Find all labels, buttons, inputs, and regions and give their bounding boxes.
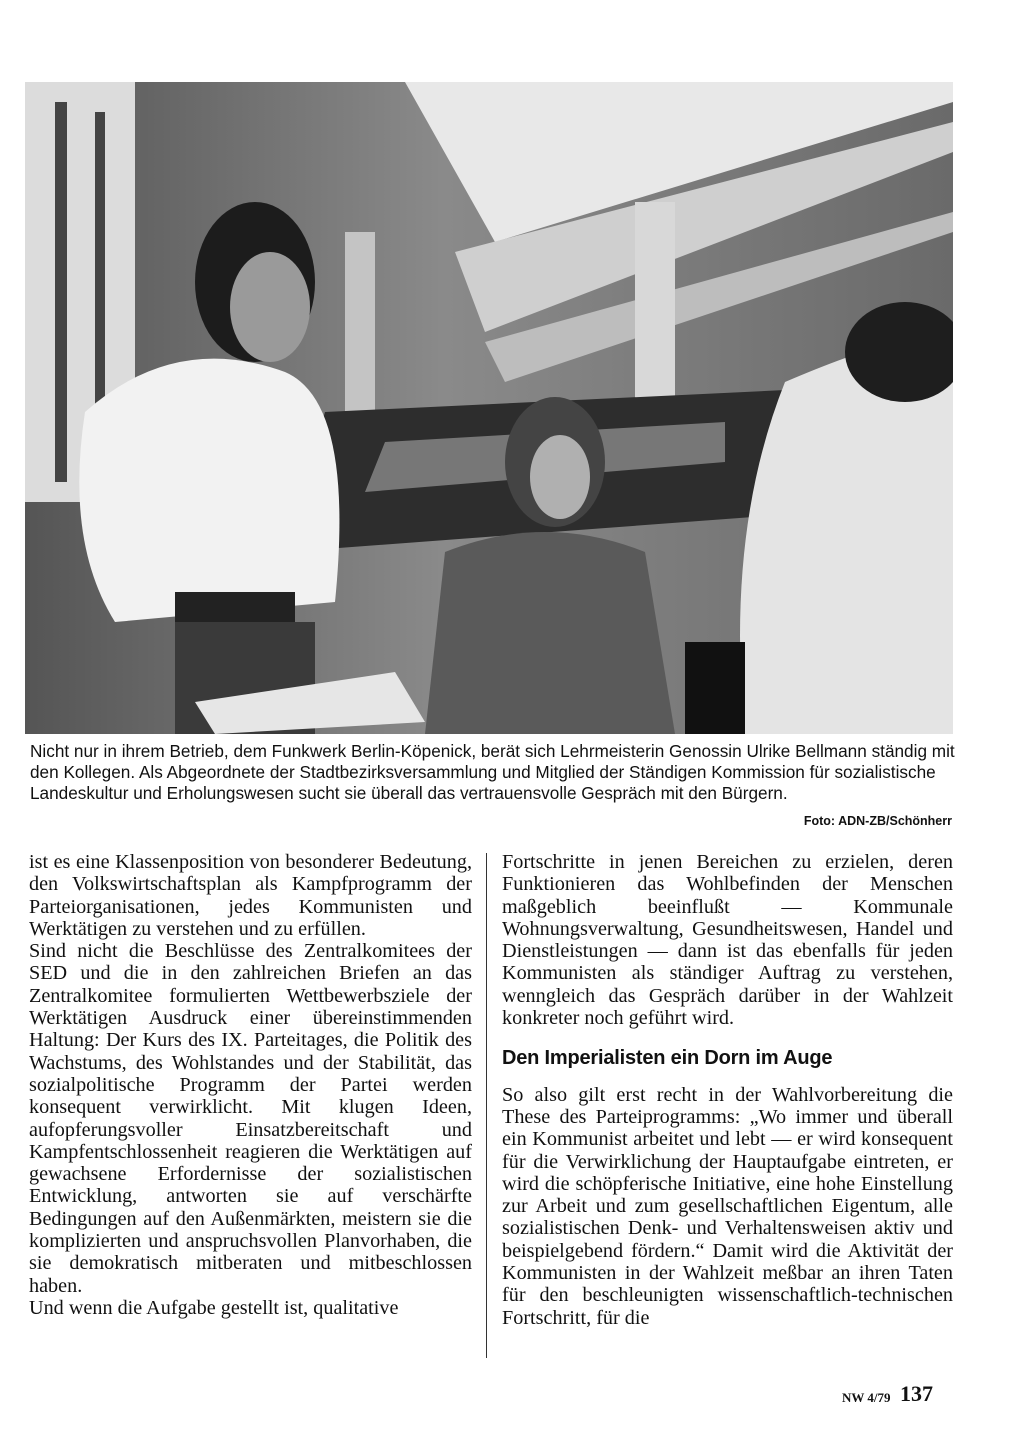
article-column-right xyxy=(502,851,953,1329)
article-photo xyxy=(25,82,953,734)
factory-photo-image xyxy=(25,82,953,734)
left-paragraph-3: Und wenn die Aufgabe gestellt ist, qualitative xyxy=(29,1296,399,1319)
issue-label: NW 4/79 xyxy=(842,1390,891,1405)
right-paragraph-1: Fortschritte in jenen Bereichen zu erzielen, deren Funktionieren das Wohlbefinden der Menschen maßgeblich beeinflußt — Kommunale Wohnungsverwaltung, Gesundheitswesen, Handel und Dienstleistungen — dann ist das ebenfalls für jeden Kommunisten als ständiger Auftrag zu verstehen, wenngleich das Gespräch darüber in der Wahlzeit konkreter noch geführt wird. xyxy=(502,851,953,1030)
caption-text: Nicht nur in ihrem Betrieb, dem Funkwerk Berlin-Köpenick, berät sich Lehrmeisterin Genossin Ulrike Bellmann ständig mit den Kollegen. Als Abgeordnete der Stadtbezirksversammlung und Mitglied der Ständigen Kommission für sozialistische Landeskultur und Erholungswesen sucht sie überall das vertrauensvolle Gespräch mit den Bürgern. xyxy=(30,741,955,803)
page-number: 137 xyxy=(900,1381,933,1406)
photo-caption xyxy=(30,741,955,804)
left-paragraph-1: ist es eine Klassenposition von besonderer Bedeutung, den Volkswirtschaftsplan als Kampfprogramm der Parteiorganisationen, jedes Kommunisten und Werktätigen zu verstehen und zu erfüllen. xyxy=(29,851,472,940)
section-heading: Den Imperialisten ein Dorn im Auge xyxy=(502,1047,833,1070)
photo-credit: Foto: ADN-ZB/Schönherr xyxy=(803,814,952,828)
article-column-left xyxy=(29,851,472,1319)
left-paragraph-2: Sind nicht die Beschlüsse des Zentralkomitees der SED und die in den zahlreichen Briefen an das Zentralkomitee formulierten Wettbewerbsziele der Werktätigen Ausdruck einer übereinstimmenden Haltung: Der Kurs des IX. Parteitages, die Politik des Wachstums, des Wohlstandes und der Stabilität, das sozialpolitische Programm der Partei werden konsequent verwirklicht. Mit klugen Ideen, aufopferungsvoller Einsatzbereitschaft und Kampfentschlossenheit reagieren die Werktätigen auf gewachsene Erfordernisse der sozialistischen Entwicklung, antworten sie auf verschärfte Bedingungen auf den Außenmärkten, meistern sie die komplizierten und anspruchsvollen Planvorhaben, die sie demokratisch mitberaten und mitbeschlossen haben. xyxy=(29,940,472,1297)
column-divider xyxy=(486,853,487,1358)
right-paragraph-2: So also gilt erst recht in der Wahlvorbereitung die These des Parteiprogramms: „Wo immer und überall ein Kommunist arbeitet und lebt — er wird konsequent für die Verwirklichung der Hauptaufgabe eintreten, er wird die schöpferische Initiative, eine hohe Einstellung zur Arbeit und zum gesellschaftlichen Eigentum, alle sozialistischen Denk- und Verhaltensweisen aktiv und beispielgebend fördern.“ Damit wird die Aktivität der Kommunisten in der Wahlzeit meßbar an ihren Taten für den beschleunigten wissenschaftlich-technischen Fortschritt, für die xyxy=(502,1083,953,1329)
